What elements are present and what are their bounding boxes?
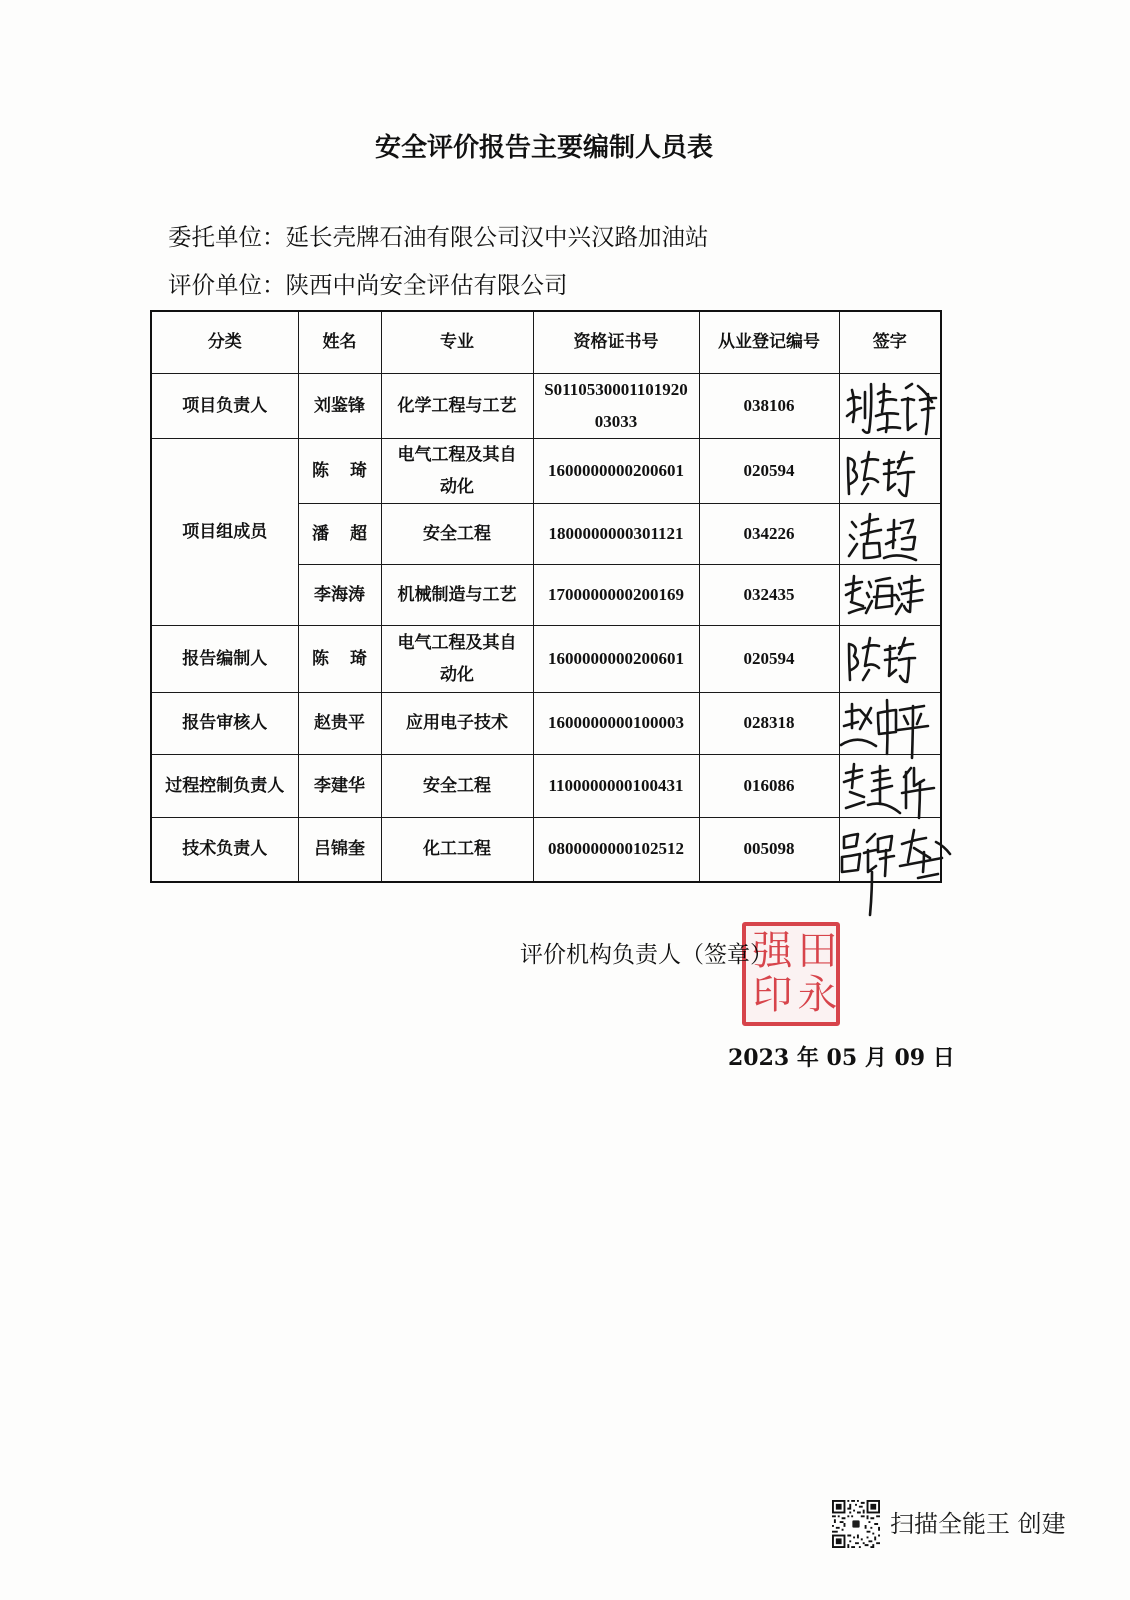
category-cell: 项目负责人 — [151, 373, 298, 438]
header-major: 专业 — [381, 311, 533, 373]
table-header-row — [151, 311, 941, 373]
table-row — [151, 754, 941, 817]
registration-cell: 020594 — [699, 625, 839, 692]
certificate-cell — [533, 625, 699, 692]
qr-code-icon — [832, 1500, 880, 1548]
certificate-number: 1600000000200601 — [548, 460, 684, 480]
major-cell — [381, 564, 533, 625]
client-line — [168, 223, 709, 251]
signature-cell — [839, 754, 941, 817]
major-text: 化工工程 — [423, 839, 491, 860]
signature-cell — [839, 564, 941, 625]
registration-cell: 016086 — [699, 754, 839, 817]
signature-cell — [839, 625, 941, 692]
major-text: 安全工程 — [423, 775, 491, 796]
evaluator-line — [168, 271, 568, 299]
name-cell: 李建华 — [298, 754, 381, 817]
name-cell: 刘鉴锋 — [298, 373, 381, 438]
header-signature: 签字 — [839, 311, 941, 373]
category-cell: 报告审核人 — [151, 692, 298, 754]
signoff-date: 2023 年 05 月 09 日 — [728, 1045, 955, 1071]
name-cell: 李海涛 — [298, 564, 381, 625]
certificate-cell — [533, 817, 699, 882]
evaluator-value: 陕西中尚安全评估有限公司 — [285, 271, 568, 299]
major-cell — [381, 625, 533, 692]
header-certificate: 资格证书号 — [533, 311, 699, 373]
major-text: 机械制造与工艺 — [397, 584, 517, 605]
certificate-cell — [533, 692, 699, 754]
header-name: 姓名 — [298, 311, 381, 373]
name-cell: 陈 琦 — [298, 625, 381, 692]
certificate-number: 1600000000100003 — [548, 713, 684, 732]
major-cell — [381, 754, 533, 817]
signature-cell — [839, 503, 941, 564]
certificate-number: 0800000000102512 — [548, 839, 684, 859]
major-cell — [381, 438, 533, 503]
table-row — [151, 438, 941, 503]
registration-cell: 038106 — [699, 373, 839, 438]
registration-cell: 020594 — [699, 438, 839, 503]
table-row — [151, 817, 941, 882]
client-value: 延长壳牌石油有限公司汉中兴汉路加油站 — [285, 223, 709, 251]
name-cell: 陈 琦 — [298, 438, 381, 503]
certificate-number: S011053000110192003033 — [544, 379, 688, 431]
scanner-watermark-text: 扫描全能王 创建 — [890, 1510, 1066, 1538]
certificate-number: 1100000000100431 — [548, 775, 684, 795]
major-text: 安全工程 — [423, 523, 491, 544]
major-cell — [381, 503, 533, 564]
category-cell: 过程控制负责人 — [151, 754, 298, 817]
registration-cell: 032435 — [699, 564, 839, 625]
signoff-label: 评价机构负责人（签章） — [520, 942, 773, 968]
certificate-number: 1700000000200169 — [548, 584, 684, 604]
evaluator-label: 评价单位： — [168, 271, 286, 299]
client-label: 委托单位： — [168, 223, 286, 251]
major-cell — [381, 692, 533, 754]
certificate-number: 1600000000200601 — [548, 648, 684, 668]
official-seal — [742, 922, 840, 1026]
signature-cell — [839, 438, 941, 503]
category-cell: 报告编制人 — [151, 625, 298, 692]
certificate-cell — [533, 754, 699, 817]
table-row — [151, 692, 941, 754]
major-text: 电气工程及其自动化 — [397, 632, 517, 685]
page-title: 安全评价报告主要编制人员表 — [375, 133, 714, 163]
table-row — [151, 373, 941, 438]
table-row — [151, 625, 941, 692]
major-text: 电气工程及其自动化 — [397, 444, 517, 497]
certificate-cell — [533, 564, 699, 625]
signature-cell — [839, 692, 941, 754]
category-cell: 项目组成员 — [151, 438, 298, 625]
signature-cell — [839, 817, 941, 882]
major-text: 应用电子技术 — [406, 713, 508, 733]
category-cell: 技术负责人 — [151, 817, 298, 882]
major-cell — [381, 817, 533, 882]
certificate-cell — [533, 438, 699, 503]
signature-cell — [839, 373, 941, 438]
name-cell: 潘 超 — [298, 503, 381, 564]
name-cell: 吕锦奎 — [298, 817, 381, 882]
header-category: 分类 — [151, 311, 298, 373]
major-text: 化学工程与工艺 — [397, 395, 517, 416]
seal-lettering: 田永强印 — [746, 929, 837, 1017]
header-registration: 从业登记编号 — [699, 311, 839, 373]
certificate-cell — [533, 373, 699, 438]
registration-cell: 028318 — [699, 692, 839, 754]
certificate-cell — [533, 503, 699, 564]
major-cell — [381, 373, 533, 438]
registration-cell: 034226 — [699, 503, 839, 564]
name-cell: 赵贵平 — [298, 692, 381, 754]
certificate-number: 1800000000301121 — [548, 523, 684, 543]
staff-table — [150, 310, 942, 883]
registration-cell: 005098 — [699, 817, 839, 882]
